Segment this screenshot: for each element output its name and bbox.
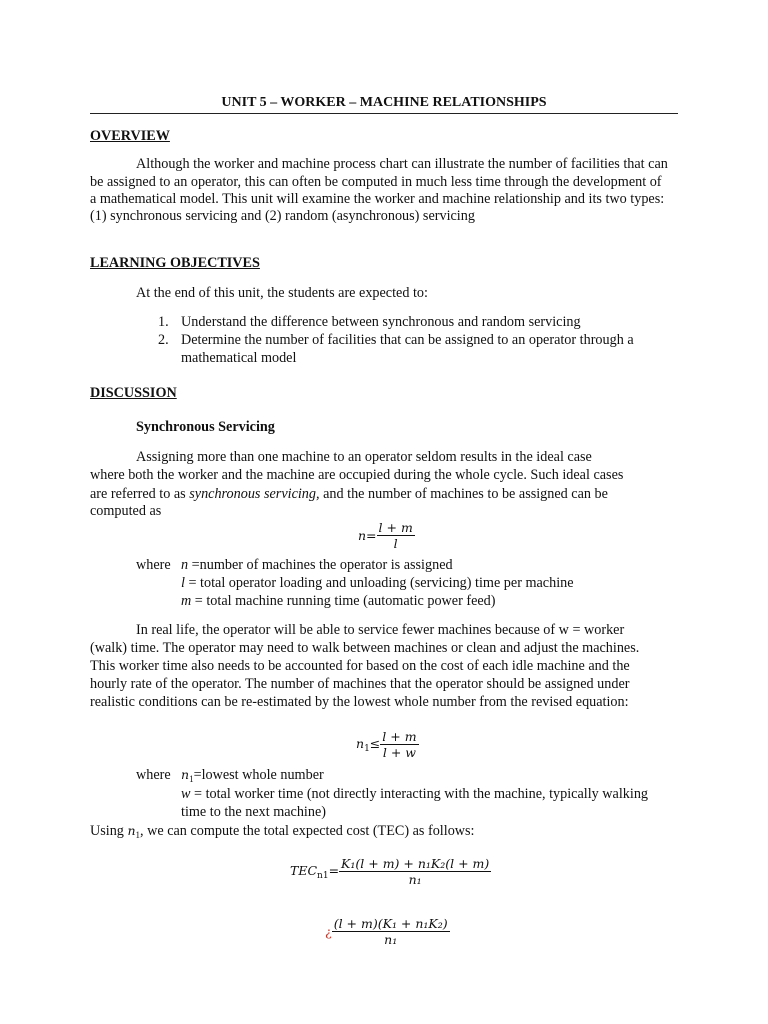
discussion-p1-line-2: where both the worker and the machine are occupied during the whole cycle. Such ideal cases	[90, 467, 624, 483]
discussion-p1-line-1: Assigning more than one machine to an operator seldom results in the ideal case	[136, 449, 592, 465]
synchronous-subheading: Synchronous Servicing	[136, 419, 275, 435]
discussion-p1-line-4: computed as	[90, 503, 162, 519]
overview-line-1: Although the worker and machine process chart can illustrate the number of facilities that can	[136, 156, 668, 172]
objectives-heading: LEARNING OBJECTIVES	[90, 255, 260, 271]
discussion-heading: DISCUSSION	[90, 385, 177, 401]
overview-line-3: a mathematical model. This unit will examine the worker and machine relationship and its two types:	[90, 191, 665, 207]
equation-error-glyph: ¿	[325, 924, 332, 939]
discussion-p2-line-1: In real life, the operator will be able to service fewer machines because of w = worker	[136, 622, 625, 638]
discussion-p2-line-4: hourly rate of the operator. The number of machines that the operator should be assigned under	[90, 676, 630, 692]
definition-m: m = total machine running time (automatic power feed)	[181, 593, 496, 609]
objectives-intro: At the end of this unit, the students are expected to:	[136, 285, 428, 301]
definition-w-cont: time to the next machine)	[181, 804, 326, 820]
discussion-p1-line-3: are referred to as synchronous servicing, and the number of machines to be assigned can be	[90, 486, 608, 502]
overview-line-2: be assigned to an operator, this can often be computed in much less time through the development of	[90, 174, 662, 190]
objective-2-number: 2.	[158, 332, 169, 348]
title-divider	[90, 113, 678, 114]
objective-2-text: Determine the number of facilities that can be assigned to an operator through a	[181, 332, 634, 348]
definition-w: w = total worker time (not directly interacting with the machine, typically walking	[181, 786, 649, 802]
where-label-1: where	[136, 557, 171, 573]
objective-1-text: Understand the difference between synchronous and random servicing	[181, 314, 581, 330]
overview-line-4: (1) synchronous servicing and (2) random (asynchronous) servicing	[90, 208, 475, 224]
discussion-p2-line-2: (walk) time. The operator may need to walk between machines or clean and adjust the machines.	[90, 640, 640, 656]
objective-1-number: 1.	[158, 314, 169, 330]
page-title: UNIT 5 – WORKER – MACHINE RELATIONSHIPS	[221, 95, 547, 110]
using-n1-sentence: Using $n_1$, we can compute the total expected cost (TEC) as follows:	[90, 823, 475, 840]
definition-n1: $n_1=lowest$ whole number	[181, 767, 324, 784]
definition-l: l = total operator loading and unloading (servicing) time per machine	[181, 575, 574, 591]
definition-n: n =number of machines the operator is assigned	[181, 557, 453, 573]
where-label-2: where	[136, 767, 171, 783]
equation-tec-simplified: ¿ $\frac{\text{(l + m)(K₁ + n₁K₂)}}{\text{n₁}}$	[325, 916, 448, 947]
discussion-p2-line-3: This worker time also needs to be accounted for based on the cost of each idle machine and the	[90, 658, 630, 674]
objective-2-text-cont: mathematical model	[181, 350, 297, 366]
overview-heading: OVERVIEW	[90, 128, 170, 144]
equation-tec: $TEC_{n1}=$ $\frac{\text{K₁(l + m) + n₁K₂(l + m)}}{\text{n₁}}$	[290, 856, 490, 887]
discussion-p2-line-5: realistic conditions can be re-estimated by the lowest whole number from the revised equation:	[90, 694, 629, 710]
equation-machines-count: n= $\frac{l + m}{l}$	[358, 520, 413, 551]
equation-revised-machines: $n_1\le$ $\frac{l + m}{l + w}$	[356, 729, 417, 760]
synchronous-servicing-term: synchronous servicing,	[189, 486, 320, 502]
